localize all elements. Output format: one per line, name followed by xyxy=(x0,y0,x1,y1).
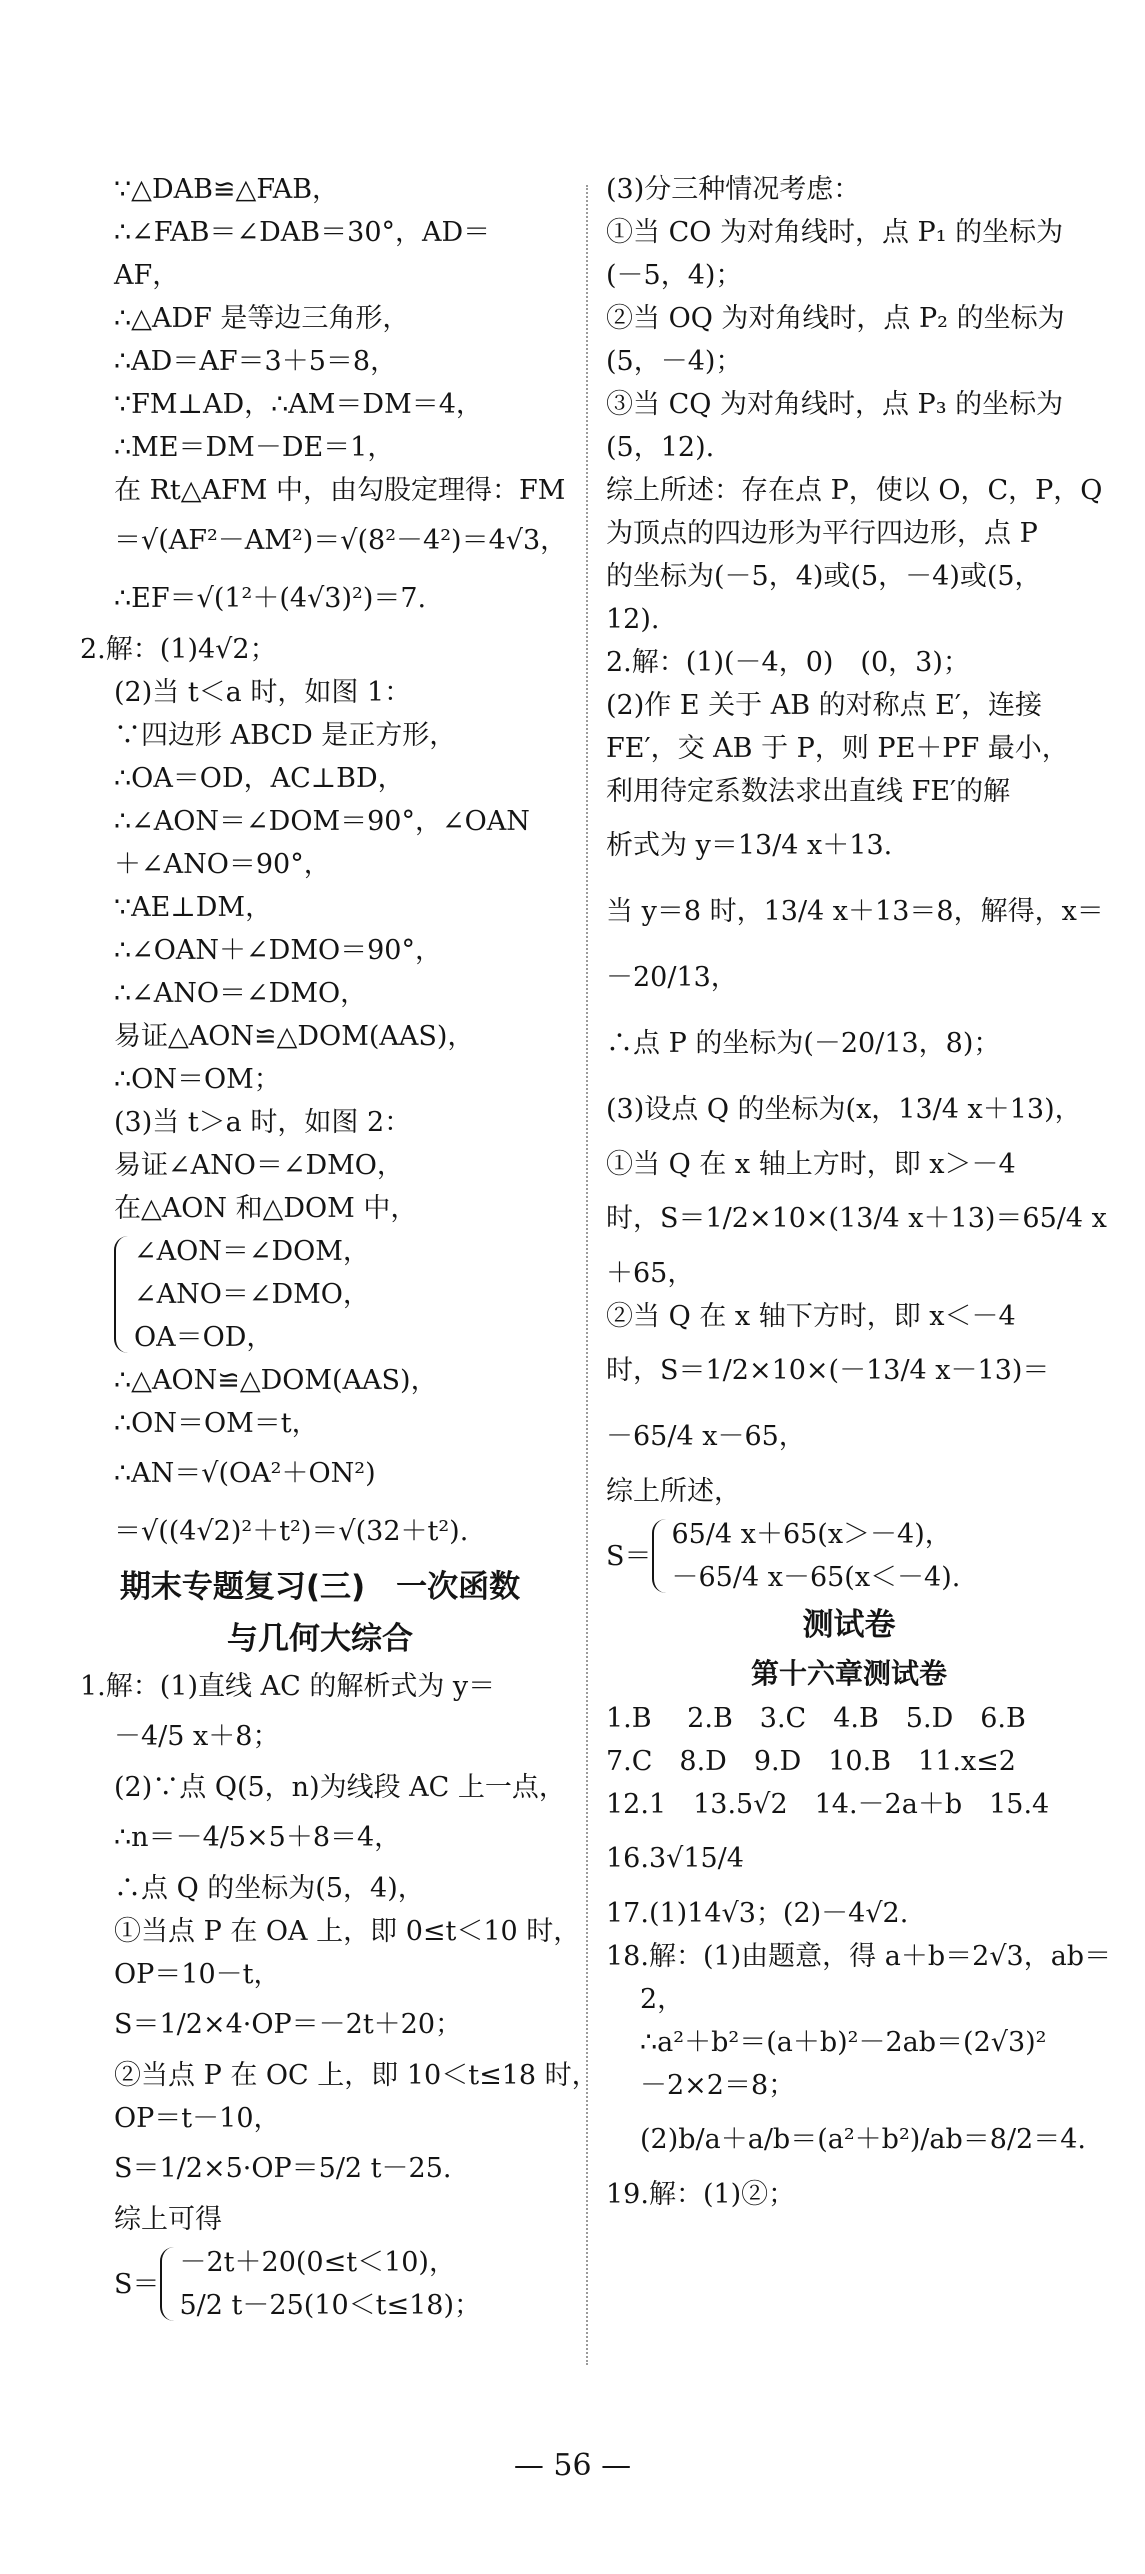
brace-condition: ∠ANO＝∠DMO， xyxy=(134,1279,370,1310)
solution-line: ∵AE⊥DM， xyxy=(114,892,273,923)
answer-line: (2)b/a＋a/b＝(a²＋b²)/ab＝8/2＝4. xyxy=(640,2124,1086,2155)
solution-line: FE′，交 AB 于 P，则 PE＋PF 最小， xyxy=(606,733,1069,764)
solution-line: 综上所述， xyxy=(606,1476,741,1507)
solution-line: 综上可得 xyxy=(114,2204,222,2235)
solution-line: ∴∠ANO＝∠DMO， xyxy=(114,978,368,1009)
solution-line: ∵△DAB≌△FAB， xyxy=(114,174,340,205)
solution-line: ∴ME＝DM－DE＝1， xyxy=(114,432,395,463)
solution-line: AF， xyxy=(114,260,180,291)
brace-mark xyxy=(160,2247,174,2321)
brace-case: 65/4 x＋65(x＞－4)， xyxy=(671,1519,952,1550)
answer-line: 19.解：(1)②； xyxy=(606,2179,796,2210)
solution-line: 时，S＝1/2×10×(13/4 x＋13)＝65/4 x xyxy=(606,1203,1107,1234)
solution-line: 在△AON 和△DOM 中， xyxy=(114,1193,418,1224)
solution-line: ∴∠AON＝∠DOM＝90°，∠OAN xyxy=(114,806,530,837)
page-number: — 56 — xyxy=(513,2448,632,2483)
solution-line: 综上所述：存在点 P，使以 O，C，P，Q xyxy=(606,475,1103,506)
solution-line: 12). xyxy=(606,604,660,635)
answer-line: 17.(1)14√3；(2)－4√2. xyxy=(606,1898,909,1929)
solution-line: 的坐标为(－5，4)或(5，－4)或(5， xyxy=(606,561,1042,592)
brace-mark xyxy=(114,1236,128,1353)
solution-line: (2)作 E 关于 AB 的对称点 E′，连接 xyxy=(606,690,1043,721)
chapter-test-heading: 第十六章测试卷 xyxy=(750,1657,947,1690)
solution-line: ②当 OQ 为对角线时，点 P₂ 的坐标为 xyxy=(606,303,1065,334)
brace-condition: ∠AON＝∠DOM， xyxy=(134,1236,370,1267)
solution-line: ③当 CQ 为对角线时，点 P₃ 的坐标为 xyxy=(606,389,1064,420)
solution-line: －4/5 x＋8； xyxy=(114,1721,280,1752)
brace-mark xyxy=(652,1519,666,1593)
brace-case: 5/2 t－25(10＜t≤18)； xyxy=(179,2290,481,2321)
solution-line: －65/4 x－65， xyxy=(606,1421,806,1452)
solution-line: S＝1/2×4·OP＝－2t＋20； xyxy=(114,2009,463,2040)
solution-line: 易证∠ANO＝∠DMO， xyxy=(114,1150,404,1181)
solution-line: ①当点 P 在 OA 上，即 0≤t＜10 时， xyxy=(114,1916,581,1947)
solution-line: (－5，4)； xyxy=(606,260,743,291)
solution-line: ∴△ADF 是等边三角形， xyxy=(114,303,410,334)
solution-line: －20/13， xyxy=(606,962,738,993)
solution-line: ∴∠OAN＋∠DMO＝90°， xyxy=(114,935,442,966)
solution-line: (3)设点 Q 的坐标为(x，13/4 x＋13)， xyxy=(606,1094,1082,1125)
solution-line: ＋∠ANO＝90°， xyxy=(114,849,331,880)
solution-line: ①当 Q 在 x 轴上方时，即 x＞－4 xyxy=(606,1149,1016,1180)
solution-line: ∴点 Q 的坐标为(5，4)， xyxy=(114,1873,425,1904)
solution-line: (3)当 t＞a 时，如图 2： xyxy=(114,1107,412,1138)
solution-line: OP＝t－10， xyxy=(114,2103,281,2134)
section-heading: 期末专题复习(三) 一次函数 xyxy=(119,1569,521,1605)
solution-line: 利用待定系数法求出直线 FE′的解 xyxy=(606,776,1011,807)
section-subheading: 与几何大综合 xyxy=(227,1621,413,1657)
solution-line: ②当 Q 在 x 轴下方时，即 x＜－4 xyxy=(606,1301,1016,1332)
test-section-heading: 测试卷 xyxy=(802,1607,896,1643)
solution-line: 易证△AON≌△DOM(AAS)， xyxy=(114,1021,475,1052)
solution-line: (5，12). xyxy=(606,432,715,463)
solution-line: (3)分三种情况考虑： xyxy=(606,174,861,205)
solution-line: 当 y＝8 时，13/4 x＋13＝8，解得，x＝ xyxy=(606,896,1104,927)
solution-line: (2)∵点 Q(5，n)为线段 AC 上一点， xyxy=(114,1772,566,1803)
solution-line: (5，－4)； xyxy=(606,346,743,377)
piecewise-prefix: S＝ xyxy=(114,2268,160,2300)
piecewise-prefix: S＝ xyxy=(606,1540,652,1572)
brace-group-piecewise-s xyxy=(80,2241,560,2327)
column-divider xyxy=(586,185,588,2365)
answer-line: ∴a²＋b²＝(a＋b)²－2ab＝(2√3)² xyxy=(640,2027,1047,2058)
solution-line: S＝1/2×5·OP＝5/2 t－25. xyxy=(114,2153,452,2184)
solution-line: 为顶点的四边形为平行四边形，点 P xyxy=(606,518,1038,549)
brace-case: －2t＋20(0≤t＜10)， xyxy=(179,2247,456,2278)
solution-line: OP＝10－t， xyxy=(114,1959,281,1990)
solution-line: 时，S＝1/2×10×(－13/4 x－13)＝ xyxy=(606,1355,1050,1386)
solution-line: ∴OA＝OD，AC⊥BD， xyxy=(114,763,405,794)
answer-line: 12.1 13.5√2 14.－2a＋b 15.4 xyxy=(606,1789,1050,1820)
answer-line: 16.3√15/4 xyxy=(606,1843,744,1874)
solution-line: ∴∠FAB＝∠DAB＝30°，AD＝ xyxy=(114,217,491,248)
solution-line: ∴AN＝√(OA²＋ON²) xyxy=(114,1458,376,1489)
solution-line: 1.解：(1)直线 AC 的解析式为 y＝ xyxy=(80,1671,496,1702)
solution-line: ∴ON＝OM＝t， xyxy=(114,1408,319,1439)
brace-group-piecewise-right xyxy=(606,1513,1092,1599)
solution-line: ②当点 P 在 OC 上，即 10＜t≤18 时， xyxy=(114,2060,599,2091)
brace-condition: OA＝OD， xyxy=(134,1322,274,1353)
brace-group-congruence xyxy=(80,1230,560,1359)
solution-line: ∵四边形 ABCD 是正方形， xyxy=(114,720,457,751)
answer-line: 2， xyxy=(640,1984,685,2015)
solution-line: ∴点 P 的坐标为(－20/13，8)； xyxy=(606,1028,1001,1059)
solution-line: 析式为 y＝13/4 x＋13. xyxy=(606,830,893,861)
solution-line: ∴AD＝AF＝3＋5＝8， xyxy=(114,346,398,377)
solution-line: ①当 CO 为对角线时，点 P₁ 的坐标为 xyxy=(606,217,1064,248)
solution-line: 2.解：(1)(－4，0) (0，3)； xyxy=(606,647,970,678)
solution-line: ＋65， xyxy=(606,1258,695,1289)
solution-line: ∴ON＝OM； xyxy=(114,1064,281,1095)
answer-line: 7.C 8.D 9.D 10.B 11.x≤2 xyxy=(606,1746,1016,1777)
solution-line: ＝√((4√2)²＋t²)＝√(32＋t²). xyxy=(114,1516,469,1547)
solution-line: (2)当 t＜a 时，如图 1： xyxy=(114,677,412,708)
solution-line: ＝√(AF²－AM²)＝√(8²－4²)＝4√3， xyxy=(114,525,568,556)
solution-line: ∴n＝－4/5×5＋8＝4， xyxy=(114,1822,402,1853)
right-column xyxy=(606,168,1112,2216)
solution-line: 2.解：(1)4√2； xyxy=(80,634,277,665)
solution-line: ∵FM⊥AD，∴AM＝DM＝4， xyxy=(114,389,483,420)
answer-line: 18.解：(1)由题意，得 a＋b＝2√3，ab＝ xyxy=(606,1941,1112,1972)
solution-line: 在 Rt△AFM 中，由勾股定理得：FM xyxy=(114,475,566,506)
answer-line: 1.B 2.B 3.C 4.B 5.D 6.B xyxy=(606,1703,1026,1734)
solution-line: ∴△AON≌△DOM(AAS)， xyxy=(114,1365,438,1396)
left-column xyxy=(80,168,599,2327)
solution-line: ∴EF＝√(1²＋(4√3)²)＝7. xyxy=(114,583,427,614)
brace-case: －65/4 x－65(x＜－4). xyxy=(671,1562,961,1593)
answer-line: －2×2＝8； xyxy=(640,2070,796,2101)
